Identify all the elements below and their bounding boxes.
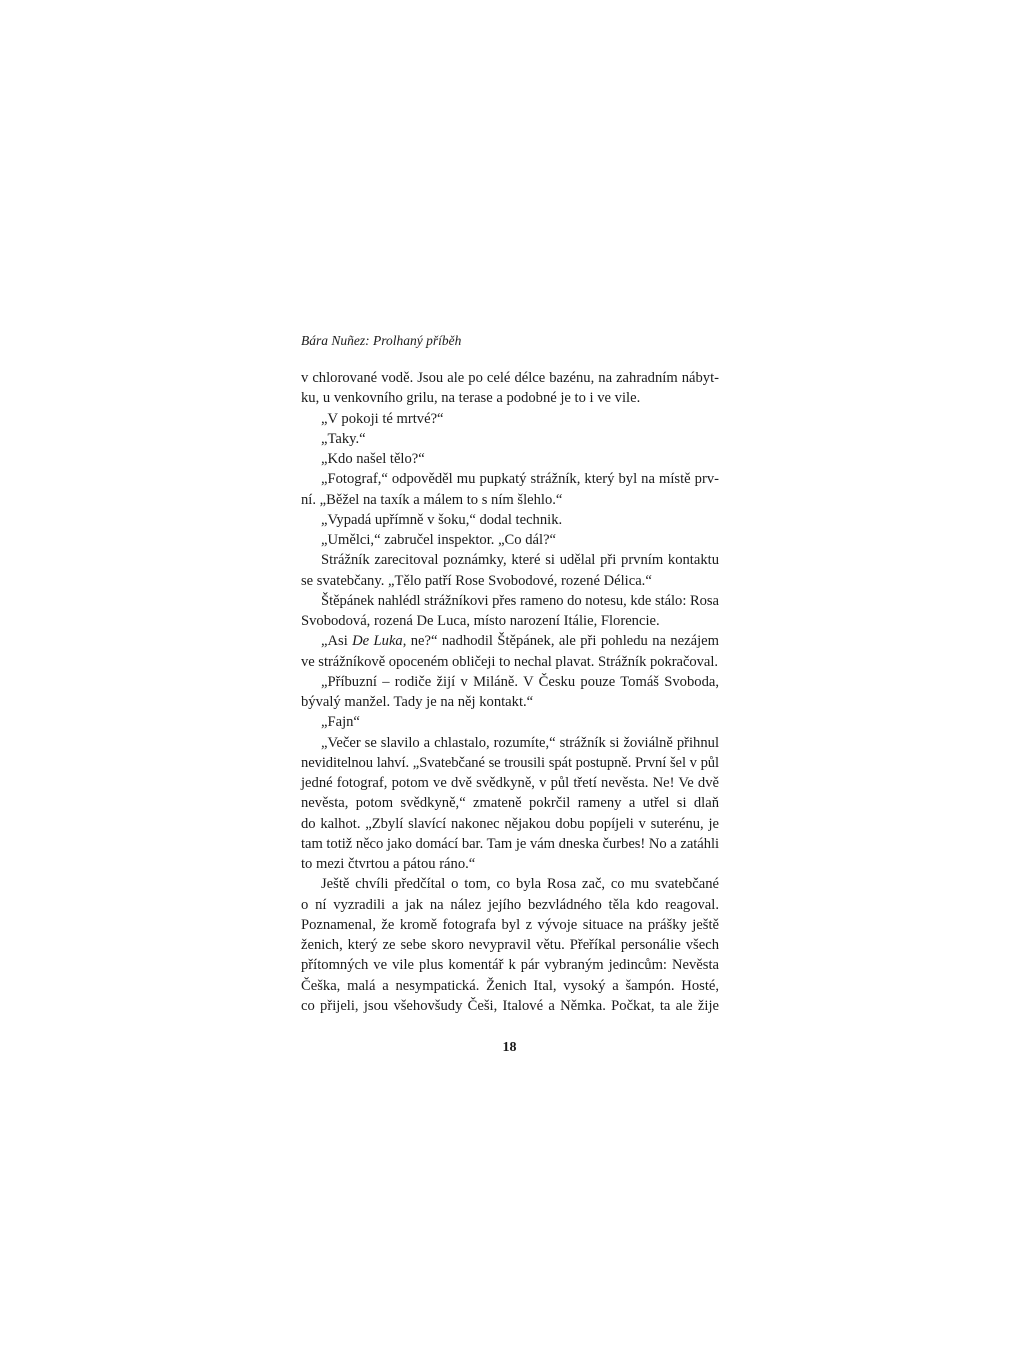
text-line: „Kdo našel tělo?“ — [321, 451, 425, 467]
text-line: se svatebčany. „Tělo patří Rose Svobodové, rozené Délica.“ — [301, 572, 652, 589]
text-line: o ní vyzradili a jak na nález jejího bezvládného těla kdo reagoval. — [301, 896, 719, 913]
text-line: ní. „Běžel na taxík a málem to s ním šlehlo.“ — [301, 491, 563, 508]
text-line: Češka, malá a nesympatická. Ženich Ital, vysoký a šampón. Hosté, — [301, 977, 719, 994]
text-line: bývalý manžel. Tady je na něj kontakt.“ — [301, 694, 534, 710]
text-line: Strážník zarecitoval poznámky, které si udělal při prvním kontaktu — [321, 552, 719, 569]
page-number: 18 — [502, 1040, 517, 1055]
body-text — [301, 368, 719, 1016]
text-line: tam totiž něco jako domácí bar. Tam je vám dneska čurbes! No a zatáhli — [301, 835, 719, 852]
text-line: Poznamenal, že kromě fotografa byl z vývoje situace na prášky ještě — [301, 916, 719, 933]
text-line: nevěsta, potom svědkyně,“ zmateně pokrčil rameny a utřel si dlaň — [301, 795, 719, 812]
text-line: do kalhot. „Zbylí slavící nakonec nějakou dobu popíjeli v suterénu, je — [301, 815, 719, 832]
text-line: jedné fotograf, potom ve dvě svědkyně, v půl třetí nevěsta. Ne! Ve dvě — [301, 775, 719, 791]
text-line: „V pokoji té mrtvé?“ — [321, 410, 444, 427]
italic-name: De Luka — [352, 633, 403, 650]
text-line: „Asi De Luka, ne?“ nadhodil Štěpánek, ale při pohledu na nezájem — [321, 633, 719, 650]
text-line: Svobodová, rozená De Luca, místo narození Itálie, Florencie. — [301, 613, 660, 629]
running-head: Bára Nuñez: Prolhaný příběh — [301, 333, 462, 348]
text-line: v chlorované vodě. Jsou ale po celé délce bazénu, na zahradním nábyt- — [301, 370, 719, 386]
text-line: Štěpánek nahlédl strážníkovi přes rameno do notesu, kde stálo: Rosa — [321, 592, 719, 609]
text-line: „Večer se slavilo a chlastalo, rozumíte,“ strážník si žoviálně přihnul — [321, 734, 719, 751]
text-line: to mezi čtvrtou a pátou ráno.“ — [301, 856, 476, 872]
text-line: přítomných ve vile plus komentář k pár vybraným jedincům: Nevěsta — [301, 957, 719, 974]
text-line: „Fotograf,“ odpověděl mu pupkatý strážník, který byl na místě prv- — [321, 471, 719, 488]
text-line: „Umělci,“ zabručel inspektor. „Co dál?“ — [321, 532, 557, 548]
text-line: co přijeli, jsou všehovšudy Češi, Italové a Němka. Počkat, ta ale žije — [301, 997, 719, 1014]
text-line: Ještě chvíli předčítal o tom, co byla Rosa zač, co mu svatebčané — [321, 876, 719, 893]
text-line: ku, u venkovního grilu, na terase a podobné je to i ve vile. — [301, 390, 641, 407]
text-line: „Fajn“ — [321, 714, 360, 731]
text-line: „Taky.“ — [321, 430, 366, 447]
text-line: neviditelnou lahví. „Svatebčané se trousili spát postupně. První šel v půl — [301, 754, 719, 771]
text-line: ve strážníkově opoceném obličeji to nechal plavat. Strážník pokračoval. — [301, 653, 718, 670]
text-line: „Vypadá upřímně v šoku,“ dodal technik. — [321, 511, 563, 528]
text-line: ženich, který ze sebe skoro nevypravil větu. Přeříkal personálie všech — [301, 937, 719, 953]
text-line: „Příbuzní – rodiče žijí v Miláně. V Česku pouze Tomáš Svoboda, — [321, 673, 719, 690]
